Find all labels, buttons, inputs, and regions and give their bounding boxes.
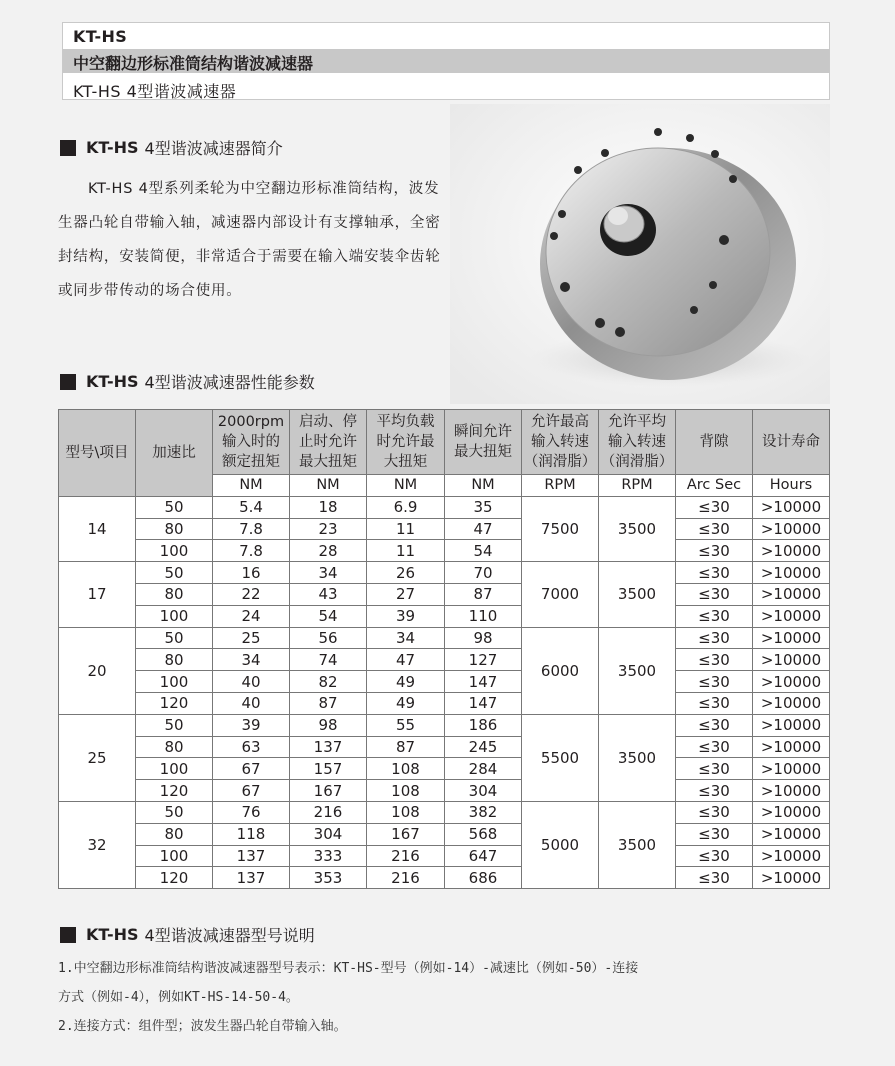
header-code: KT-HS xyxy=(73,27,128,46)
value-cell: 80 xyxy=(136,518,213,540)
value-cell: 137 xyxy=(213,867,290,889)
value-cell: 67 xyxy=(213,780,290,802)
table-row xyxy=(59,867,830,889)
value-cell: 35 xyxy=(445,496,522,518)
value-cell: 87 xyxy=(290,692,367,714)
value-cell: 216 xyxy=(367,845,445,867)
value-cell: 137 xyxy=(213,845,290,867)
value-cell: 686 xyxy=(445,867,522,889)
value-cell: 11 xyxy=(367,540,445,562)
value-cell: 120 xyxy=(136,780,213,802)
value-cell: 245 xyxy=(445,736,522,758)
backlash-cell: ≤30 xyxy=(676,605,753,627)
table-row xyxy=(59,496,830,518)
backlash-cell: ≤30 xyxy=(676,736,753,758)
life-cell: >10000 xyxy=(753,867,830,889)
backlash-cell: ≤30 xyxy=(676,671,753,693)
life-cell: >10000 xyxy=(753,583,830,605)
life-cell: >10000 xyxy=(753,605,830,627)
value-cell: 34 xyxy=(290,562,367,584)
life-cell: >10000 xyxy=(753,758,830,780)
header-block xyxy=(62,22,830,100)
max-speed-cell: 5000 xyxy=(522,801,599,888)
value-cell: 47 xyxy=(445,518,522,540)
avg-speed-cell: 3500 xyxy=(599,801,676,888)
header-title: 中空翻边形标准筒结构谐波减速器 xyxy=(73,54,314,73)
unit-cell: NM xyxy=(367,475,445,497)
value-cell: 67 xyxy=(213,758,290,780)
max-speed-cell: 7500 xyxy=(522,496,599,561)
life-cell: >10000 xyxy=(753,671,830,693)
table-row xyxy=(59,605,830,627)
unit-cell: NM xyxy=(445,475,522,497)
performance-table xyxy=(58,409,830,889)
params-heading-text: 4型谐波减速器性能参数 xyxy=(144,373,315,392)
backlash-cell: ≤30 xyxy=(676,562,753,584)
intro-heading xyxy=(60,136,283,159)
value-cell: 50 xyxy=(136,562,213,584)
value-cell: 333 xyxy=(290,845,367,867)
value-cell: 98 xyxy=(445,627,522,649)
value-cell: 56 xyxy=(290,627,367,649)
value-cell: 98 xyxy=(290,714,367,736)
avg-speed-cell: 3500 xyxy=(599,714,676,801)
backlash-cell: ≤30 xyxy=(676,649,753,671)
value-cell: 34 xyxy=(367,627,445,649)
backlash-cell: ≤30 xyxy=(676,540,753,562)
value-cell: 63 xyxy=(213,736,290,758)
model-desc-heading xyxy=(60,923,315,946)
model-cell: 20 xyxy=(59,627,136,714)
value-cell: 50 xyxy=(136,627,213,649)
max-speed-cell: 6000 xyxy=(522,627,599,714)
value-cell: 49 xyxy=(367,671,445,693)
value-cell: 304 xyxy=(290,823,367,845)
params-heading xyxy=(60,370,315,393)
intro-heading-text: 4型谐波减速器简介 xyxy=(144,139,283,158)
backlash-cell: ≤30 xyxy=(676,867,753,889)
section-square-icon xyxy=(60,927,76,943)
max-speed-cell: 7000 xyxy=(522,562,599,627)
column-header: 型号\项目 xyxy=(59,410,136,497)
table-row xyxy=(59,823,830,845)
value-cell: 70 xyxy=(445,562,522,584)
params-heading-code: KT-HS xyxy=(86,372,139,391)
value-cell: 108 xyxy=(367,758,445,780)
table-row xyxy=(59,540,830,562)
table-row xyxy=(59,649,830,671)
value-cell: 22 xyxy=(213,583,290,605)
life-cell: >10000 xyxy=(753,562,830,584)
value-cell: 43 xyxy=(290,583,367,605)
value-cell: 50 xyxy=(136,496,213,518)
model-cell: 25 xyxy=(59,714,136,801)
life-cell: >10000 xyxy=(753,823,830,845)
table-row xyxy=(59,518,830,540)
model-desc-heading-text: 4型谐波减速器型号说明 xyxy=(144,926,315,945)
backlash-cell: ≤30 xyxy=(676,780,753,802)
life-cell: >10000 xyxy=(753,496,830,518)
unit-cell: RPM xyxy=(522,475,599,497)
model-cell: 14 xyxy=(59,496,136,561)
column-header: 2000rpm 输入时的 额定扭矩 xyxy=(213,410,290,475)
backlash-cell: ≤30 xyxy=(676,845,753,867)
value-cell: 167 xyxy=(290,780,367,802)
value-cell: 50 xyxy=(136,714,213,736)
value-cell: 108 xyxy=(367,801,445,823)
life-cell: >10000 xyxy=(753,649,830,671)
value-cell: 87 xyxy=(367,736,445,758)
unit-cell: Hours xyxy=(753,475,830,497)
header-title-band xyxy=(63,49,829,73)
model-desc-heading-code: KT-HS xyxy=(86,925,139,944)
backlash-cell: ≤30 xyxy=(676,583,753,605)
life-cell: >10000 xyxy=(753,714,830,736)
value-cell: 382 xyxy=(445,801,522,823)
value-cell: 28 xyxy=(290,540,367,562)
value-cell: 39 xyxy=(213,714,290,736)
table-header-row xyxy=(59,410,830,475)
value-cell: 80 xyxy=(136,823,213,845)
backlash-cell: ≤30 xyxy=(676,758,753,780)
value-cell: 23 xyxy=(290,518,367,540)
intro-heading-code: KT-HS xyxy=(86,138,139,157)
value-cell: 304 xyxy=(445,780,522,802)
value-cell: 50 xyxy=(136,801,213,823)
value-cell: 353 xyxy=(290,867,367,889)
life-cell: >10000 xyxy=(753,692,830,714)
backlash-cell: ≤30 xyxy=(676,714,753,736)
life-cell: >10000 xyxy=(753,780,830,802)
model-desc-body xyxy=(58,954,838,1041)
unit-cell: NM xyxy=(213,475,290,497)
life-cell: >10000 xyxy=(753,736,830,758)
table-row xyxy=(59,671,830,693)
model-desc-line: 2.连接方式：组件型；波发生器凸轮自带输入轴。 xyxy=(58,1019,347,1034)
value-cell: 54 xyxy=(445,540,522,562)
backlash-cell: ≤30 xyxy=(676,496,753,518)
value-cell: 25 xyxy=(213,627,290,649)
value-cell: 34 xyxy=(213,649,290,671)
column-header: 允许最高 输入转速 （润滑脂） xyxy=(522,410,599,475)
table-row xyxy=(59,583,830,605)
table-row xyxy=(59,736,830,758)
avg-speed-cell: 3500 xyxy=(599,562,676,627)
value-cell: 74 xyxy=(290,649,367,671)
avg-speed-cell: 3500 xyxy=(599,496,676,561)
table-row xyxy=(59,692,830,714)
section-square-icon xyxy=(60,374,76,390)
value-cell: 118 xyxy=(213,823,290,845)
life-cell: >10000 xyxy=(753,627,830,649)
column-header: 加速比 xyxy=(136,410,213,497)
column-header: 瞬间允许 最大扭矩 xyxy=(445,410,522,475)
value-cell: 40 xyxy=(213,692,290,714)
value-cell: 49 xyxy=(367,692,445,714)
value-cell: 11 xyxy=(367,518,445,540)
table-row xyxy=(59,845,830,867)
unit-cell: Arc Sec xyxy=(676,475,753,497)
column-header: 启动、停 止时允许 最大扭矩 xyxy=(290,410,367,475)
section-square-icon xyxy=(60,140,76,156)
value-cell: 100 xyxy=(136,605,213,627)
model-desc-line: 1.中空翻边形标准筒结构谐波减速器型号表示：KT-HS-型号（例如-14）-减速比（例如-50）-连接 xyxy=(58,961,639,976)
model-desc-line: 方式（例如-4），例如KT-HS-14-50-4。 xyxy=(58,990,299,1005)
intro-body: KT-HS 4型系列柔轮为中空翻边形标准筒结构，波发生器凸轮自带输入轴，减速器内部设计有支撑轴承，全密封结构，安装简便，非常适合于需要在输入端安装伞齿轮或同步带传动的场合使用。 xyxy=(58,181,441,299)
column-header: 平均负载 时允许最 大扭矩 xyxy=(367,410,445,475)
column-header: 背隙 xyxy=(676,410,753,475)
value-cell: 100 xyxy=(136,758,213,780)
backlash-cell: ≤30 xyxy=(676,692,753,714)
value-cell: 6.9 xyxy=(367,496,445,518)
table-row xyxy=(59,758,830,780)
life-cell: >10000 xyxy=(753,801,830,823)
table-row xyxy=(59,627,830,649)
column-header: 设计寿命 xyxy=(753,410,830,475)
value-cell: 120 xyxy=(136,867,213,889)
value-cell: 27 xyxy=(367,583,445,605)
value-cell: 80 xyxy=(136,649,213,671)
value-cell: 147 xyxy=(445,692,522,714)
life-cell: >10000 xyxy=(753,540,830,562)
life-cell: >10000 xyxy=(753,518,830,540)
value-cell: 7.8 xyxy=(213,540,290,562)
value-cell: 55 xyxy=(367,714,445,736)
value-cell: 7.8 xyxy=(213,518,290,540)
column-header: 允许平均 输入转速 （润滑脂） xyxy=(599,410,676,475)
value-cell: 147 xyxy=(445,671,522,693)
value-cell: 157 xyxy=(290,758,367,780)
header-subtitle: KT-HS 4型谐波减速器 xyxy=(73,82,237,101)
value-cell: 87 xyxy=(445,583,522,605)
table-row xyxy=(59,562,830,584)
value-cell: 40 xyxy=(213,671,290,693)
value-cell: 80 xyxy=(136,736,213,758)
value-cell: 647 xyxy=(445,845,522,867)
unit-cell: RPM xyxy=(599,475,676,497)
backlash-cell: ≤30 xyxy=(676,518,753,540)
value-cell: 24 xyxy=(213,605,290,627)
value-cell: 120 xyxy=(136,692,213,714)
life-cell: >10000 xyxy=(753,845,830,867)
value-cell: 100 xyxy=(136,845,213,867)
unit-cell: NM xyxy=(290,475,367,497)
value-cell: 110 xyxy=(445,605,522,627)
model-cell: 17 xyxy=(59,562,136,627)
value-cell: 186 xyxy=(445,714,522,736)
max-speed-cell: 5500 xyxy=(522,714,599,801)
model-cell: 32 xyxy=(59,801,136,888)
avg-speed-cell: 3500 xyxy=(599,627,676,714)
value-cell: 39 xyxy=(367,605,445,627)
value-cell: 18 xyxy=(290,496,367,518)
value-cell: 47 xyxy=(367,649,445,671)
value-cell: 100 xyxy=(136,671,213,693)
table-row xyxy=(59,714,830,736)
value-cell: 16 xyxy=(213,562,290,584)
value-cell: 80 xyxy=(136,583,213,605)
value-cell: 76 xyxy=(213,801,290,823)
value-cell: 5.4 xyxy=(213,496,290,518)
value-cell: 82 xyxy=(290,671,367,693)
value-cell: 108 xyxy=(367,780,445,802)
backlash-cell: ≤30 xyxy=(676,801,753,823)
harmonic-reducer-photo xyxy=(450,104,830,404)
value-cell: 216 xyxy=(290,801,367,823)
table-row xyxy=(59,780,830,802)
backlash-cell: ≤30 xyxy=(676,823,753,845)
backlash-cell: ≤30 xyxy=(676,627,753,649)
value-cell: 54 xyxy=(290,605,367,627)
value-cell: 26 xyxy=(367,562,445,584)
value-cell: 137 xyxy=(290,736,367,758)
value-cell: 568 xyxy=(445,823,522,845)
value-cell: 284 xyxy=(445,758,522,780)
value-cell: 127 xyxy=(445,649,522,671)
value-cell: 167 xyxy=(367,823,445,845)
value-cell: 216 xyxy=(367,867,445,889)
value-cell: 100 xyxy=(136,540,213,562)
table-row xyxy=(59,801,830,823)
